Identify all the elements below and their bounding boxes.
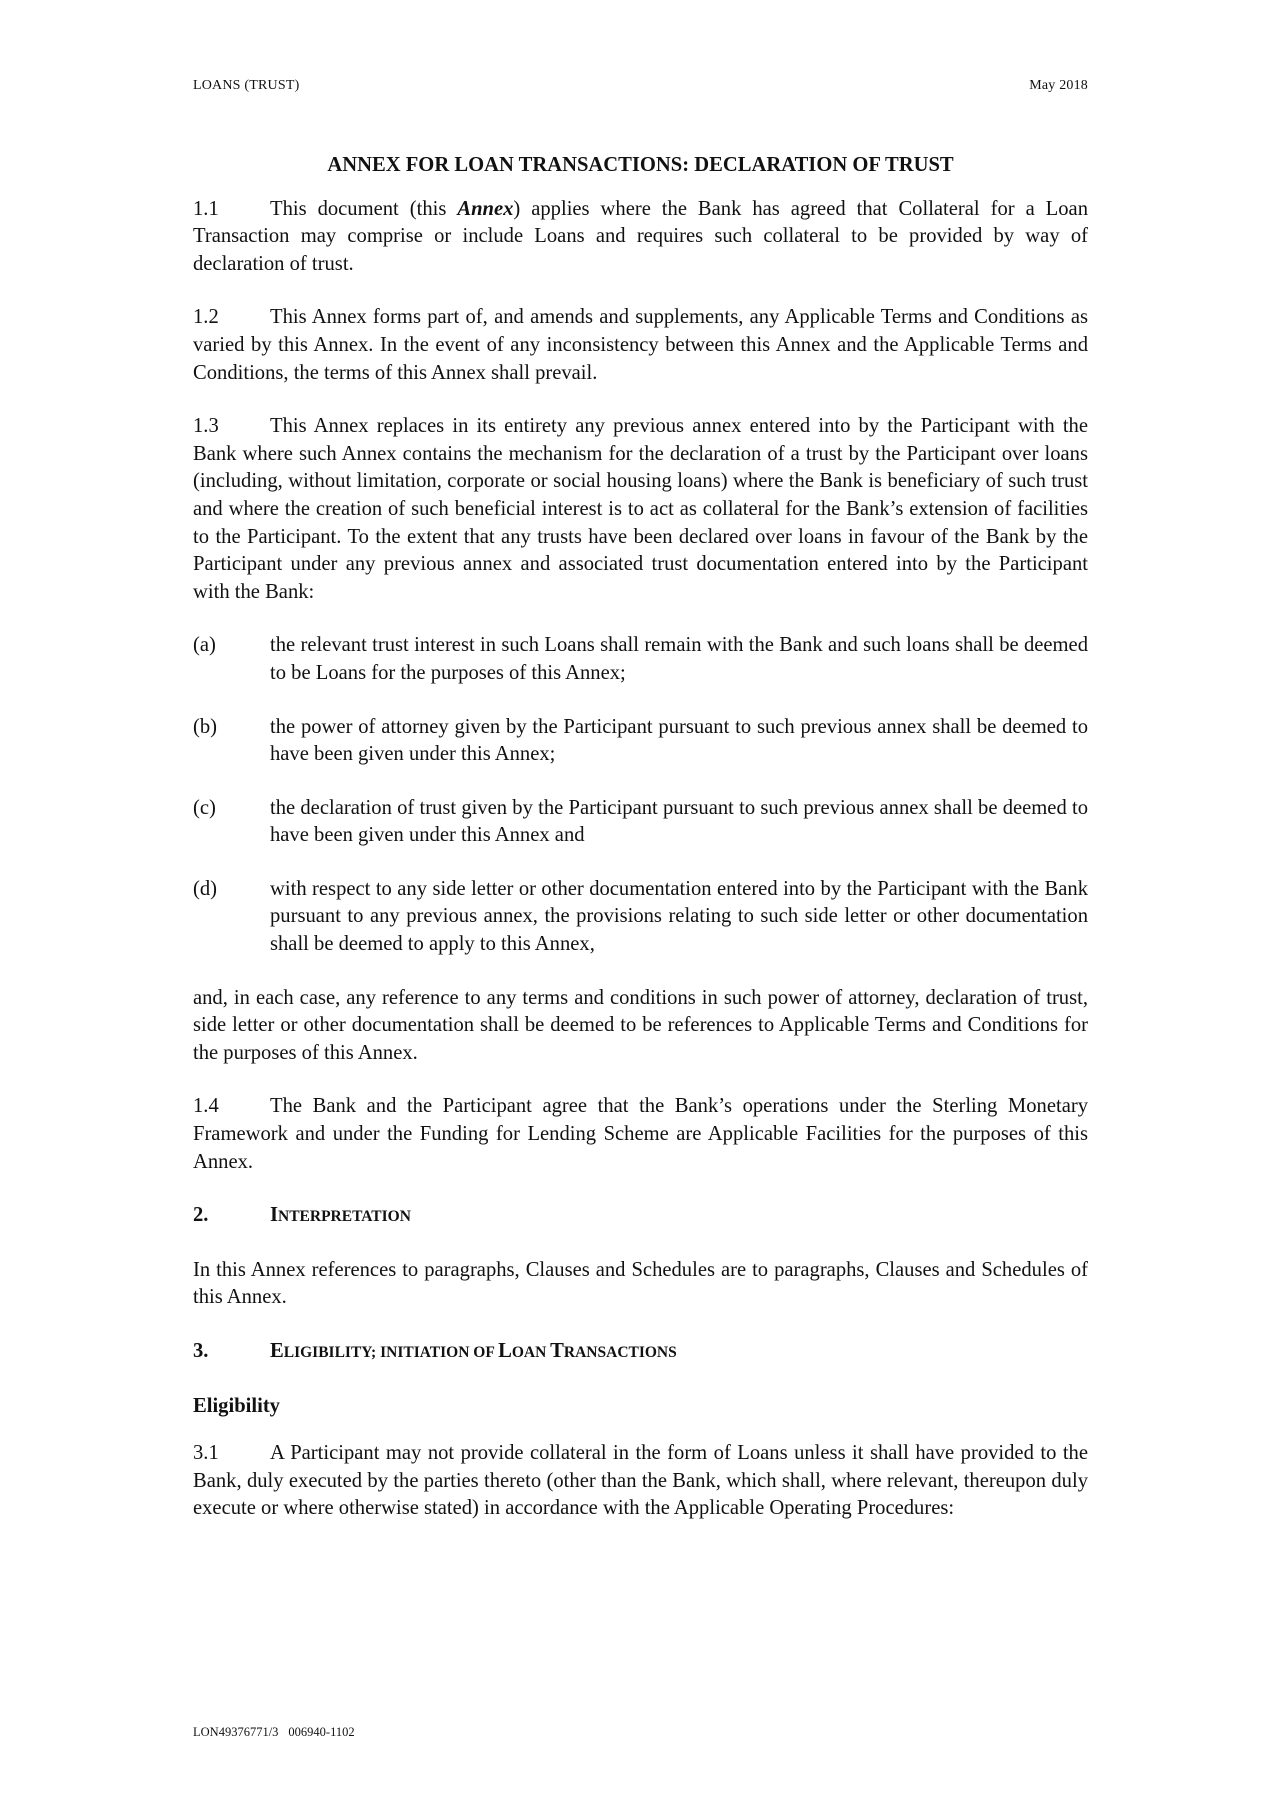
section-number: 3. (193, 1340, 209, 1362)
section-title: INTERPRETATION (270, 1204, 411, 1227)
footer-ref: LON49376771/3 (193, 1725, 279, 1739)
clause-number: 1.1 (193, 197, 219, 220)
clause-1-2 (193, 304, 1088, 387)
sub-item-c (193, 795, 1088, 850)
clause-text: This Annex forms part of, and amends and supplements, any Applicable Terms and Conditions as varied by this Annex. In the event of any inconsistency between this Annex and the Applicable Terms and Conditions, the terms of this Annex shall prevail. (193, 306, 1088, 384)
sub-item-b (193, 714, 1088, 769)
defined-term-annex: Annex (457, 197, 514, 220)
sub-item-text: with respect to any side letter or other documentation entered into by the Participant with the Bank pursuant to any previous annex, the provisions relating to such side letter or other documentation shall be deemed to apply to this Annex, (270, 877, 1088, 956)
clause-number: 1.2 (193, 306, 219, 329)
running-header-date: May 2018 (1029, 78, 1088, 93)
sub-item-a (193, 632, 1088, 687)
section-2-heading (193, 1202, 1088, 1231)
sub-item-d (193, 876, 1088, 959)
section-3-heading (193, 1338, 1088, 1367)
clause-number: 1.3 (193, 415, 219, 438)
clause-number: 1.4 (193, 1095, 219, 1118)
clause-1-1 (193, 196, 1088, 279)
sub-item-label: (b) (193, 715, 218, 738)
clause-1-3-tail: and, in each case, any reference to any terms and conditions in such power of attorney, declaration of trust, side letter or other documentation shall be deemed to be references to Applicable Terms and Conditions for the purposes of this Annex. (193, 986, 1088, 1064)
clause-number: 3.1 (193, 1442, 219, 1465)
sub-item-text: the relevant trust interest in such Loans shall remain with the Bank and such loans shall be deemed to be Loans for the purposes of this Annex; (270, 634, 1088, 684)
document-reference-footer (193, 1725, 355, 1740)
document-body (193, 152, 1088, 1549)
clause-text: This Annex replaces in its entirety any previous annex entered into by the Participant with the Bank where such Annex contains the mechanism for the declaration of a trust by the Participant over loans (including, without limitation, corporate or social housing loans) where the Bank is beneficiary of such trust and where the creation of such beneficial interest is to act as collateral for the Bank’s extension of facilities to the Participant. To the extent that any trusts have been declared over loans in favour of the Bank by the Participant under any previous annex and associated trust documentation entered into by the Participant with the Bank: (193, 415, 1088, 603)
running-header-left: LOANS (TRUST) (193, 78, 300, 93)
clause-text: ) applies where the Bank has agreed that Collateral for a Loan Transaction may comprise or include Loans and requires such collateral to be provided by way of declaration of trust. (193, 197, 1088, 275)
eligibility-subheading: Eligibility (193, 1394, 280, 1417)
sub-item-text: the power of attorney given by the Participant pursuant to such previous annex shall be deemed to have been given under this Annex; (270, 715, 1088, 766)
section-number: 2. (193, 1204, 209, 1227)
clause-1-3 (193, 413, 1088, 606)
clause-1-4 (193, 1093, 1088, 1176)
clause-text: The Bank and the Participant agree that the Bank’s operations under the Sterling Monetary Framework and under the Funding for Lending Scheme are Applicable Facilities for the purposes of this Annex. (193, 1095, 1088, 1173)
clause-text: This document (this (270, 197, 458, 220)
annex-title: ANNEX FOR LOAN TRANSACTIONS: DECLARATION OF TRUST (327, 154, 954, 176)
section-title: ELIGIBILITY; INITIATION OF LOAN TRANSACTIONS (270, 1340, 677, 1362)
footer-code: 006940-1102 (288, 1725, 355, 1739)
section-2-text: In this Annex references to paragraphs, Clauses and Schedules are to paragraphs, Clauses and Schedules of this Annex. (193, 1258, 1088, 1309)
clause-text: A Participant may not provide collateral in the form of Loans unless it shall have provided to the Bank, duly executed by the parties thereto (other than the Bank, which shall, where relevant, thereupon duly execute or where otherwise stated) in accordance with the Applicable Operating Procedures: (193, 1442, 1088, 1520)
sub-item-label: (a) (193, 634, 216, 657)
sub-item-label: (d) (193, 877, 218, 900)
clause-3-1 (193, 1440, 1088, 1523)
sub-item-text: the declaration of trust given by the Participant pursuant to such previous annex shall be deemed to have been given under this Annex and (270, 796, 1088, 847)
sub-item-label: (c) (193, 796, 216, 819)
